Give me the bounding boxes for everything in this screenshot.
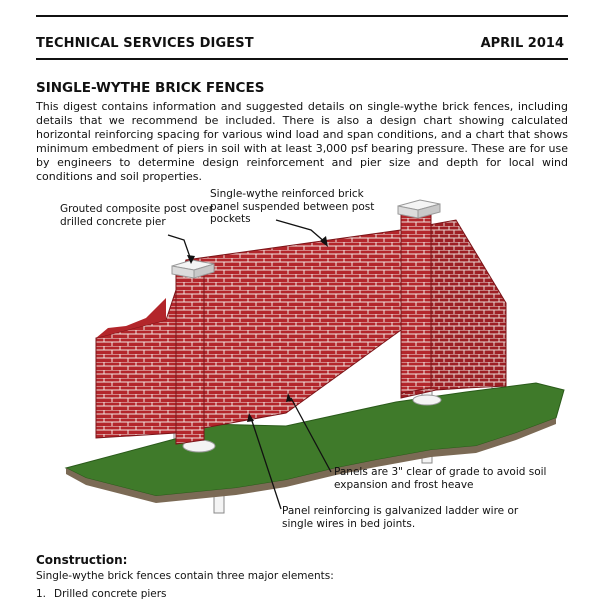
callout-panel: Single-wythe reinforced brick panel suspended between post pockets — [210, 188, 375, 225]
brick-panel-main — [96, 230, 401, 438]
top-rule — [36, 15, 568, 17]
callout-post: Grouted composite post over drilled concrete pier — [60, 203, 214, 228]
header-rule — [36, 58, 568, 60]
construction-heading: Construction: — [36, 553, 128, 567]
callout-reinforcing: Panel reinforcing is galvanized ladder wire or single wires in bed joints. — [282, 505, 519, 530]
list-item — [36, 588, 167, 600]
callout-clearance: Panels are 3" clear of grade to avoid soil expansion and frost heave — [334, 466, 547, 491]
article-title: SINGLE-WYTHE BRICK FENCES — [36, 80, 265, 96]
list-item-number: 1. — [36, 588, 47, 600]
brick-post-left — [176, 268, 204, 444]
list-item-label: Drilled concrete piers — [54, 588, 167, 600]
issue-date: APRIL 2014 — [480, 36, 564, 51]
brick-post-right — [401, 208, 431, 393]
intro-paragraph: This digest contains information and suggested details on single-wythe brick fences, including details that we recommend be included. There is also a design chart showing calculated horizontal reinforcing spacing for various wind load and span conditions, and a chart that shows minimum embedment of piers in soil with at least 3,000 psf bearing pressure. These are for use by engineers to determine design reinforcement and pier size and depth for local wind conditions and soil properties. — [36, 100, 568, 183]
construction-text: Single-wythe brick fences contain three major elements: — [36, 570, 334, 582]
digest-title: TECHNICAL SERVICES DIGEST — [36, 36, 254, 51]
